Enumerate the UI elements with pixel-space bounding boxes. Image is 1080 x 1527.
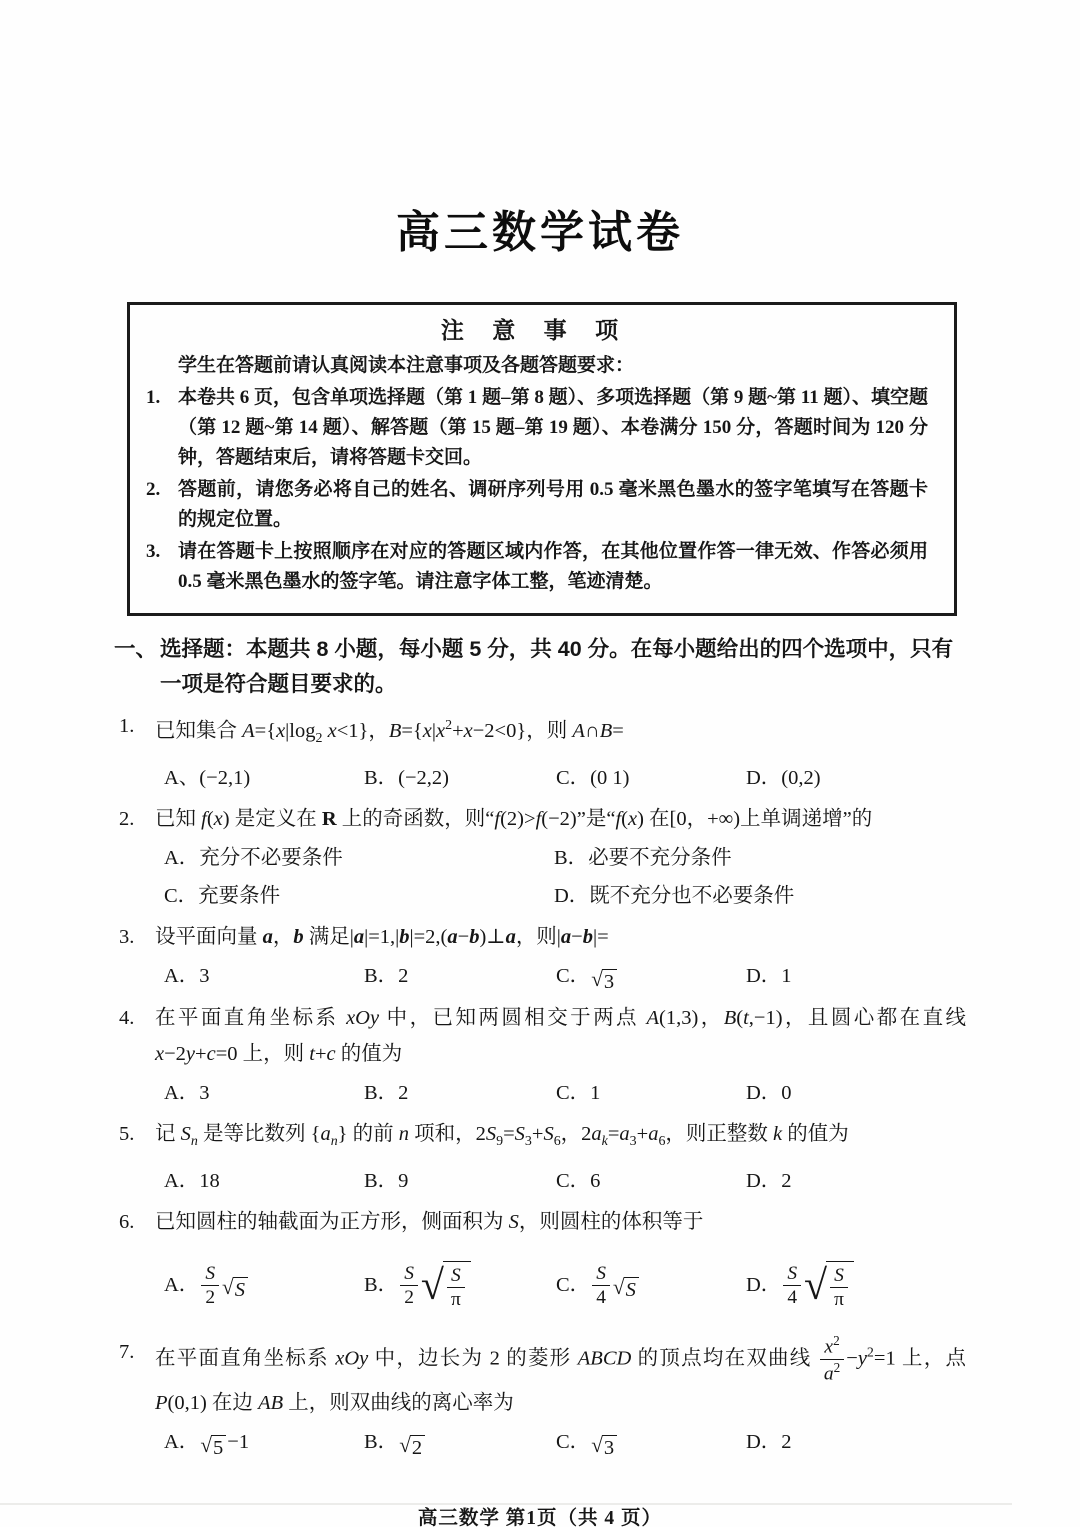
question-stem: 记 $S_n$ 是等比数列 $\{a_n\}$ 的前 n 项和，$2S_9=S_3+S_6$，$2a_k=a_3+a_6$，则正整数 k 的值为 bbox=[155, 1122, 849, 1149]
option-c: C． $\frac{S}{4}$ √ S bbox=[556, 1263, 746, 1310]
option-c: C． √ 3 bbox=[556, 959, 746, 994]
question-6-options bbox=[164, 1244, 966, 1328]
notice-item-text: 本卷共 6 页，包含单项选择题（第 1 题–第 8 题）、多项选择题（第 9 题~第 11 题）、填空题（第 12 题~第 14 题）、解答题（第 15 题–第 19 题）、本卷满分 150 分，答题时间为 120 分钟，答题结束后，请将答题卡交回。 bbox=[178, 387, 928, 468]
question-3-options bbox=[164, 959, 966, 994]
question-1-options bbox=[164, 761, 966, 795]
section-heading bbox=[114, 632, 966, 702]
notice-item-text: 请在答题卡上按照顺序在对应的答题区域内作答，在其他位置作答一律无效、作答必须用 0.5 毫米黑色墨水的签字笔。请注意字体工整，笔迹清楚。 bbox=[178, 541, 928, 592]
question-number: 6. bbox=[119, 1210, 135, 1233]
question-stem: 已知集合 $A=\{x|\log_2$ x<1}，$B=\{x|x^2+x-2<0\}$，则 A∩B= bbox=[155, 718, 624, 746]
option-b: B．必要不充分条件 bbox=[554, 846, 732, 869]
notice-title: 注 意 事 项 bbox=[440, 317, 630, 343]
option-d: D．既不充分也不必要条件 bbox=[554, 884, 795, 907]
question-2-options bbox=[164, 841, 966, 913]
notice-item-3 bbox=[142, 537, 928, 597]
option-d: D．2 bbox=[746, 1169, 792, 1192]
option-a: A．3 bbox=[164, 1081, 210, 1104]
question-3 bbox=[114, 919, 966, 994]
question-2 bbox=[114, 801, 966, 913]
notice-intro: 学生在答题前请认真阅读本注意事项及各题答题要求： bbox=[178, 355, 635, 376]
option-a: A．18 bbox=[164, 1169, 220, 1192]
question-number: 3. bbox=[119, 925, 135, 948]
notice-item-number: 1. bbox=[146, 387, 161, 408]
question-number: 5. bbox=[119, 1122, 135, 1145]
option-d: D． $\frac{S}{4}$ √ $\frac{S}{\pi}$ bbox=[746, 1261, 966, 1312]
option-d: D．1 bbox=[746, 964, 792, 987]
option-c: C．6 bbox=[556, 1169, 601, 1192]
question-number: 2. bbox=[119, 807, 135, 830]
notice-item-1 bbox=[142, 383, 928, 473]
option-b: B． $\frac{S}{2}$ √ $\frac{S}{\pi}$ bbox=[364, 1261, 556, 1312]
notice-box bbox=[127, 302, 957, 616]
question-stem: 设平面向量 a，b 满足|a|=1,|b|=2,(a−b)⊥a，则|a−b|= bbox=[155, 925, 609, 948]
questions-area bbox=[114, 632, 966, 1460]
option-a: A．3 bbox=[164, 964, 210, 987]
option-a: A、(−2,1) bbox=[164, 766, 251, 789]
question-7-options bbox=[164, 1425, 966, 1460]
notice-item-text: 答题前，请您务必将自己的姓名、调研序列号用 0.5 毫米黑色墨水的签字笔填写在答题卡的规定位置。 bbox=[178, 479, 928, 530]
option-d: D．(0,2) bbox=[746, 766, 821, 789]
option-c: C．1 bbox=[556, 1081, 601, 1104]
option-c: C．充要条件 bbox=[164, 884, 281, 907]
option-a: A． √ 5 −1 bbox=[164, 1431, 250, 1460]
option-d: D．2 bbox=[746, 1431, 792, 1454]
question-stem: 在平面直角坐标系 xOy 中，边长为 2 的菱形 ABCD 的顶点均在双曲线 $\frac{x^2}{a^2}$ $-y^2=1$ 上，点 P(0,1) 在边 AB 上，则双曲线的离心率为 bbox=[155, 1332, 967, 1415]
question-number: 7. bbox=[119, 1340, 135, 1363]
question-7 bbox=[114, 1334, 966, 1460]
option-d: D．0 bbox=[746, 1081, 792, 1104]
option-c: C． √ 3 bbox=[556, 1425, 746, 1460]
question-number: 4. bbox=[119, 1006, 135, 1029]
question-number: 1. bbox=[119, 715, 135, 737]
question-6 bbox=[114, 1204, 966, 1328]
option-b: B． √ 2 bbox=[364, 1425, 556, 1460]
page-title: 高三数学试卷 bbox=[396, 208, 684, 257]
notice-item-number: 2. bbox=[146, 479, 161, 500]
option-b: B．2 bbox=[364, 964, 409, 987]
question-1 bbox=[114, 708, 966, 795]
option-a: A．充分不必要条件 bbox=[164, 846, 343, 869]
question-4-options bbox=[164, 1076, 966, 1110]
question-5 bbox=[114, 1116, 966, 1198]
option-b: B．2 bbox=[364, 1081, 409, 1104]
notice-item-number: 3. bbox=[146, 541, 161, 562]
section-text: 选择题：本题共 8 小题，每小题 5 分，共 40 分。在每小题给出的四个选项中，只有一项是符合题目要求的。 bbox=[160, 637, 954, 696]
option-b: B．9 bbox=[364, 1169, 409, 1192]
option-a: A． $\frac{S}{2}$ √ S bbox=[164, 1263, 364, 1310]
page-footer: 高三数学 第1页（共 4 页） bbox=[417, 1508, 663, 1527]
question-stem: 已知圆柱的轴截面为正方形，侧面积为 S，则圆柱的体积等于 bbox=[155, 1210, 704, 1233]
question-5-options bbox=[164, 1164, 966, 1198]
notice-item-2 bbox=[142, 475, 928, 535]
option-c: C．(0 1) bbox=[556, 766, 630, 789]
section-number: 一、 bbox=[114, 637, 158, 661]
question-stem: 已知 f(x) 是定义在 R 上的奇函数，则“f(2)>f(−2)”是“f(x) 在[0，+∞)上单调递增”的 bbox=[155, 807, 873, 830]
question-stem: 在平面直角坐标系 xOy 中，已知两圆相交于两点 A(1,3)，B(t,−1)，且圆心都在直线 x−2y+c=0 上，则 t+c 的值为 bbox=[155, 1006, 967, 1065]
option-b: B．(−2,2) bbox=[364, 766, 450, 789]
question-4 bbox=[114, 1000, 966, 1110]
